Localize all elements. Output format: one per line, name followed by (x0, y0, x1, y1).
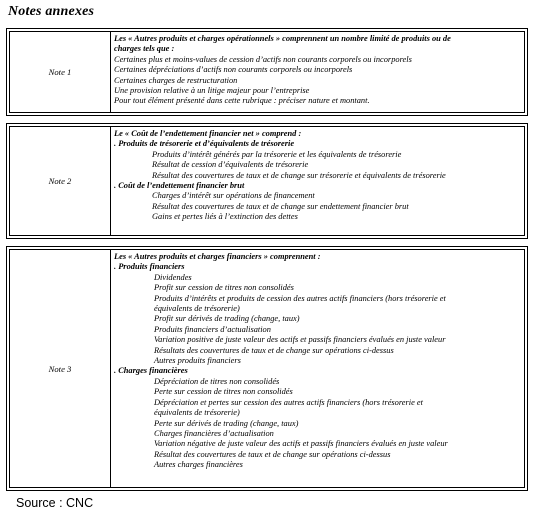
note-1-box (6, 28, 528, 116)
note-2-line: Résultat des couvertures de taux et de change sur trésorerie et équivalents de trésorerie (152, 170, 446, 180)
note-1-line: Une provision relative à un litige majeur pour l’entreprise (114, 86, 310, 96)
note-1-line: Certaines dépréciations d’actifs non courants corporels ou incorporels (114, 65, 353, 75)
note-2-label: Note 2 (10, 127, 111, 235)
note-2-line: Gains et pertes liés à l’extinction des dettes (152, 212, 298, 222)
note-2-line: Produits d’intérêt générés par la trésorerie et les équivalents de trésorerie (152, 149, 402, 159)
note-3-line: Résultat des couvertures de taux et de change sur opérations ci-dessus (154, 449, 391, 459)
note-3-line: Dépréciation et pertes sur cession des autres actifs financiers (hors trésorerie et (154, 397, 423, 407)
note-1-line: Certaines plus et moins-values de cession d’actifs non courants corporels ou incorporels (114, 54, 412, 64)
note-2-line: Charges d’intérêt sur opérations de financement (152, 191, 315, 201)
note-2-line: Le « Coût de l’endettement financier net » comprend : (114, 129, 302, 138)
note-1-line: Pour tout élément présenté dans cette rubrique : préciser nature et montant. (114, 96, 370, 106)
note-2-line: Résultat des couvertures de taux et de change sur endettement financier brut (152, 201, 409, 211)
note-3-line: équivalents de trésorerie) (154, 408, 240, 418)
note-1-line: charges tels que : (114, 44, 175, 54)
note-1-line: Certaines charges de restructuration (114, 75, 238, 85)
note-3-box (6, 246, 528, 491)
note-3-line: Profit sur cession de titres non consolidés (154, 283, 294, 293)
note-2-line: . Produits de trésorerie et d’équivalents de trésorerie (114, 139, 295, 149)
note-3-line: Perte sur dérivés de trading (change, taux) (154, 418, 299, 428)
note-3-line: Résultats des couvertures de taux et de change sur opérations ci-dessus (154, 345, 394, 355)
note-3-line: . Produits financiers (114, 262, 185, 272)
note-2-content (111, 127, 524, 235)
note-1-content (111, 32, 524, 112)
note-3-line: Les « Autres produits et charges financiers » comprennent : (114, 252, 321, 261)
note-3-line: Produits financiers d’actualisation (154, 324, 271, 334)
note-2-line: . Coût de l’endettement financier brut (114, 181, 245, 191)
note-3-line: Profit sur dérivés de trading (change, taux) (154, 314, 300, 324)
note-3-line: Dépréciation de titres non consolidés (154, 376, 280, 386)
note-3-line: Autres charges financières (154, 460, 243, 470)
note-3-line: . Charges financières (114, 366, 188, 376)
note-3-line: Charges financières d’actualisation (154, 428, 274, 438)
note-3-line: Variation négative de juste valeur des actifs et passifs financiers évalués en juste valeur (154, 439, 448, 449)
note-2-box (6, 123, 528, 239)
source-caption: Source : CNC (16, 496, 94, 510)
note-3-content (111, 250, 524, 487)
note-3-line: Autres produits financiers (154, 356, 241, 366)
page-title: Notes annexes (8, 4, 95, 19)
note-3-label: Note 3 (10, 250, 111, 487)
note-3-line: Perte sur cession de titres non consolidés (154, 387, 293, 397)
note-3-line: Variation positive de juste valeur des actifs et passifs financiers évalués en juste valeur (154, 335, 446, 345)
note-1-label: Note 1 (10, 32, 111, 112)
note-3-line: Dividendes (154, 272, 192, 282)
note-3-line: Produits d’intérêts et produits de cession des autres actifs financiers (hors trésorerie et (154, 293, 446, 303)
note-3-line: équivalents de trésorerie) (154, 304, 240, 314)
note-2-line: Résultat de cession d’équivalents de trésorerie (152, 160, 309, 170)
note-1-line: Les « Autres produits et charges opérationnels » comprennent un nombre limité de produits ou de (114, 34, 451, 43)
